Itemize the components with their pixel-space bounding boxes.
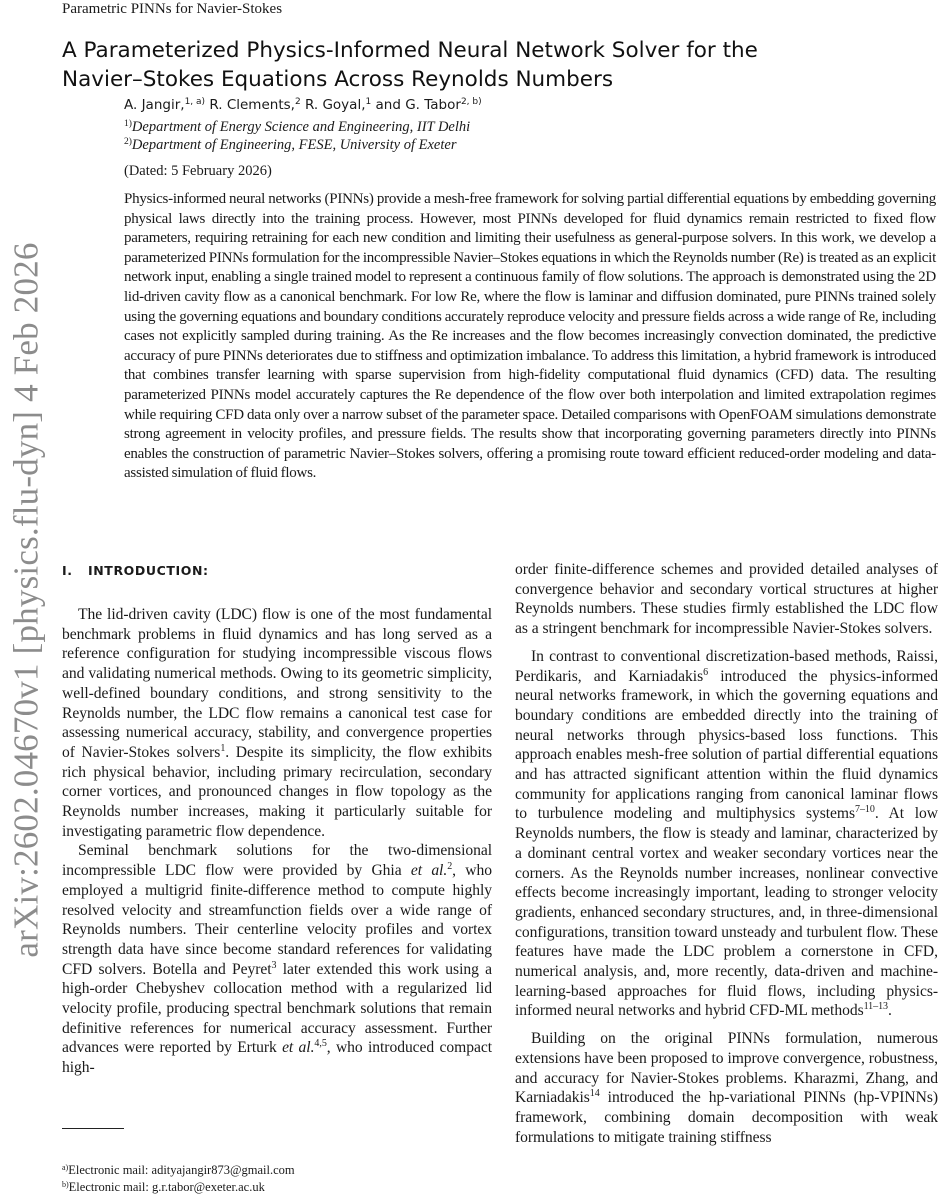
footnote — [62, 1162, 295, 1179]
left-column — [62, 605, 492, 1078]
author-name: and G. Tabor — [375, 97, 461, 113]
paragraph — [515, 1029, 938, 1147]
footnotes — [62, 1162, 295, 1195]
footnote — [62, 1179, 295, 1196]
citation-ref[interactable]: 1 — [220, 742, 226, 754]
text-run: , who employed a multigrid finite-difference method to compute highly resolved velocity and streamfunction fields over a wide range of Reynolds numbers. Their centerline velocity profiles and vortex strength data have since become standard references for validating CFD solvers. Botella and Peyret — [62, 862, 492, 978]
section-number: I. — [62, 563, 73, 578]
author-affiliation-mark: 2 — [294, 97, 301, 107]
footnote-email[interactable]: Electronic mail: g.r.tabor@exeter.ac.uk — [68, 1179, 265, 1194]
dated-line: (Dated: 5 February 2026) — [124, 163, 272, 179]
running-head: Parametric PINNs for Navier-Stokes — [62, 1, 283, 17]
author-affiliation-mark: 1, a) — [184, 97, 206, 107]
author-name: R. Goyal, — [304, 97, 366, 113]
citation-ref[interactable]: 11–13 — [863, 1001, 888, 1013]
paragraph — [62, 841, 492, 1077]
citation-ref[interactable]: 3 — [271, 959, 277, 971]
author-name: A. Jangir, — [124, 97, 185, 113]
text-run: Seminal benchmark solutions for the two-dimensional incompressible LDC flow were provided by Ghia — [62, 842, 492, 880]
paragraph-continued: order finite-difference schemes and provided detailed analyses of convergence behavior and secondary vortical structures at higher Reynolds numbers. These studies firmly established the LDC flow as a stringent benchmark for incompressible Navier-Stokes solvers. — [515, 561, 938, 638]
affiliation — [124, 136, 456, 154]
text-run: . Despite its simplicity, the flow exhibits rich physical behavior, including primary recirculation, secondary corner vortices, and pronounced changes in flow topology as the Reynolds number increases, making it particularly suitable for investigating parametric flow dependence. — [62, 743, 492, 840]
abstract: Physics-informed neural networks (PINNs) provide a mesh-free framework for solving partial differential equations by embedding governing physical laws directly into the training process. However, most PINNs developed for fluid dynamics remain restricted to fixed flow parameters, requiring retraining for each new condition and limiting their usefulness as general-purpose solvers. In this work, we develop a parameterized PINNs formulation for the incompressible Navier–Stokes equations in which the Reynolds number (Re) is treated as an explicit network input, enabling a single trained model to represent a continuous family of flow solutions. The approach is demonstrated using the 2D lid-driven cavity flow as a canonical benchmark. For low Re, where the flow is laminar and diffusion dominated, pure PINNs trained solely using the governing equations and boundary conditions accurately reproduce velocity and pressure fields across a wide range of Re, including cases not explicitly sampled during training. As the Re increases and the flow becomes increasingly convection dominated, the predictive accuracy of pure PINNs deteriorates due to stiffness and optimization imbalance. To address this limitation, a hybrid framework is introduced that combines transfer learning with sparse supervision from high-fidelity computational fluid dynamics (CFD) data. The resulting parameterized PINNs model accurately captures the Re dependence of the flow over both interpolation and limited extrapolation regimes while requiring CFD data only over a narrow subset of the parameter space. Detailed comparisons with OpenFOAM simulations demonstrate strong agreement in velocity profiles, and pressure fields. The results show that incorporating governing parameters directly into PINNs enables the construction of parametric Navier–Stokes solvers, offering a promising route toward efficient reduced-order modeling and data-assisted simulation of fluid flows. — [124, 191, 936, 482]
title-line-2: Navier–Stokes Equations Across Reynolds Numbers — [62, 67, 614, 92]
title-line-1: A Parameterized Physics-Informed Neural Network Solver for the — [62, 38, 758, 63]
paragraph — [515, 647, 938, 1021]
footnote-mark: b) — [62, 1179, 69, 1189]
et-al: et al. — [410, 862, 448, 880]
footnote-email[interactable]: Electronic mail: adityajangir873@gmail.com — [68, 1163, 295, 1177]
citation-ref[interactable]: 14 — [589, 1088, 600, 1100]
et-al: et al. — [282, 1039, 315, 1057]
text-run: Building on the original PINNs formulation, numerous extensions have been proposed to improve convergence, robustness, and accuracy for Navier-Stokes problems. Kharazmi, Zhang, and Karniadakis — [515, 1030, 938, 1107]
section-heading — [62, 563, 209, 578]
affiliation — [124, 118, 470, 136]
right-column — [485, 560, 938, 1147]
arxiv-identifier-text: arXiv:2602.04670v1 [physics.flu-dyn] 4 Feb 2026 — [7, 242, 47, 958]
author-affiliation-mark: 2, b) — [460, 97, 482, 107]
text-run: . At low Reynolds numbers, the flow is steady and laminar, characterized by a dominant central vortex and weaker secondary vortices near the corners. As the Reynolds number increases, nonlinear convective effects become increasingly important, leading to stronger velocity gradients, enhanced secondary structures, and, in three-dimensional configurations, transition toward unsteady and turbulent flow. These features have made the LDC problem a cornerstone in CFD, numerical analysis, and, more recently, data-driven and machine-learning-based approaches for fluid flows, including physics-informed neural networks and hybrid CFD-ML methods — [515, 805, 938, 1020]
citation-ref[interactable]: 2 — [447, 861, 453, 873]
author-name: R. Clements, — [209, 97, 295, 113]
footnote-mark: a) — [62, 1163, 69, 1172]
affiliation-text: Department of Engineering, FESE, University of Exeter — [131, 137, 457, 153]
text-run: . — [887, 1002, 892, 1020]
text-run: introduced the physics-informed neural networks framework, in which the governing equations and boundary conditions are embedded directly into the training of neural networks through physics-based loss functions. This approach enables mesh-free solution of partial differential equations and has attracted significant attention within the fluid dynamics community for applications ranging from canonical laminar flows to turbulence modeling and multiphysics systems — [515, 667, 938, 823]
citation-ref[interactable]: 4,5 — [314, 1038, 327, 1050]
text-run: In contrast to conventional discretization-based methods, Raissi, Perdikaris, and Karniadakis — [515, 647, 938, 685]
text-run: , who introduced compact high- — [62, 1039, 492, 1077]
author-affiliation-mark: 1 — [365, 97, 372, 107]
citation-ref[interactable]: 7–10 — [855, 804, 875, 816]
author-list — [124, 96, 482, 114]
text-run: introduced the hp-variational PINNs (hp-VPINNs) framework, combining domain decomposition with weak formulations to mitigate training stiffness — [515, 1089, 938, 1146]
text-run: The lid-driven cavity (LDC) flow is one of the most fundamental benchmark problems in fluid dynamics and has long served as a reference configuration for studying incompressible viscous flows and validating numerical methods. Owing to its geometric simplicity, well-defined boundary conditions, and strong sensitivity to the Reynolds number, the LDC flow remains a canonical test case for assessing numerical accuracy, stability, and convergence properties of Navier-Stokes solvers — [62, 606, 492, 761]
citation-ref[interactable]: 6 — [703, 666, 709, 678]
paragraph — [62, 605, 492, 841]
affiliation-mark: 2) — [124, 137, 132, 147]
paper-title — [62, 36, 902, 94]
affiliation-mark: 1) — [124, 119, 132, 129]
section-title: INTRODUCTION: — [88, 563, 209, 578]
footnote-divider — [62, 1128, 124, 1129]
text-run: later extended this work using a high-order Chebyshev collocation method with a regularized lid velocity profile, producing spectral benchmark solutions that remain definitive references for numerical accuracy assessment. Further advances were reported by Erturk — [62, 960, 492, 1057]
affiliation-text: Department of Energy Science and Engineering, IIT Delhi — [131, 119, 471, 135]
arxiv-identifier-stamp — [4, 200, 50, 1000]
